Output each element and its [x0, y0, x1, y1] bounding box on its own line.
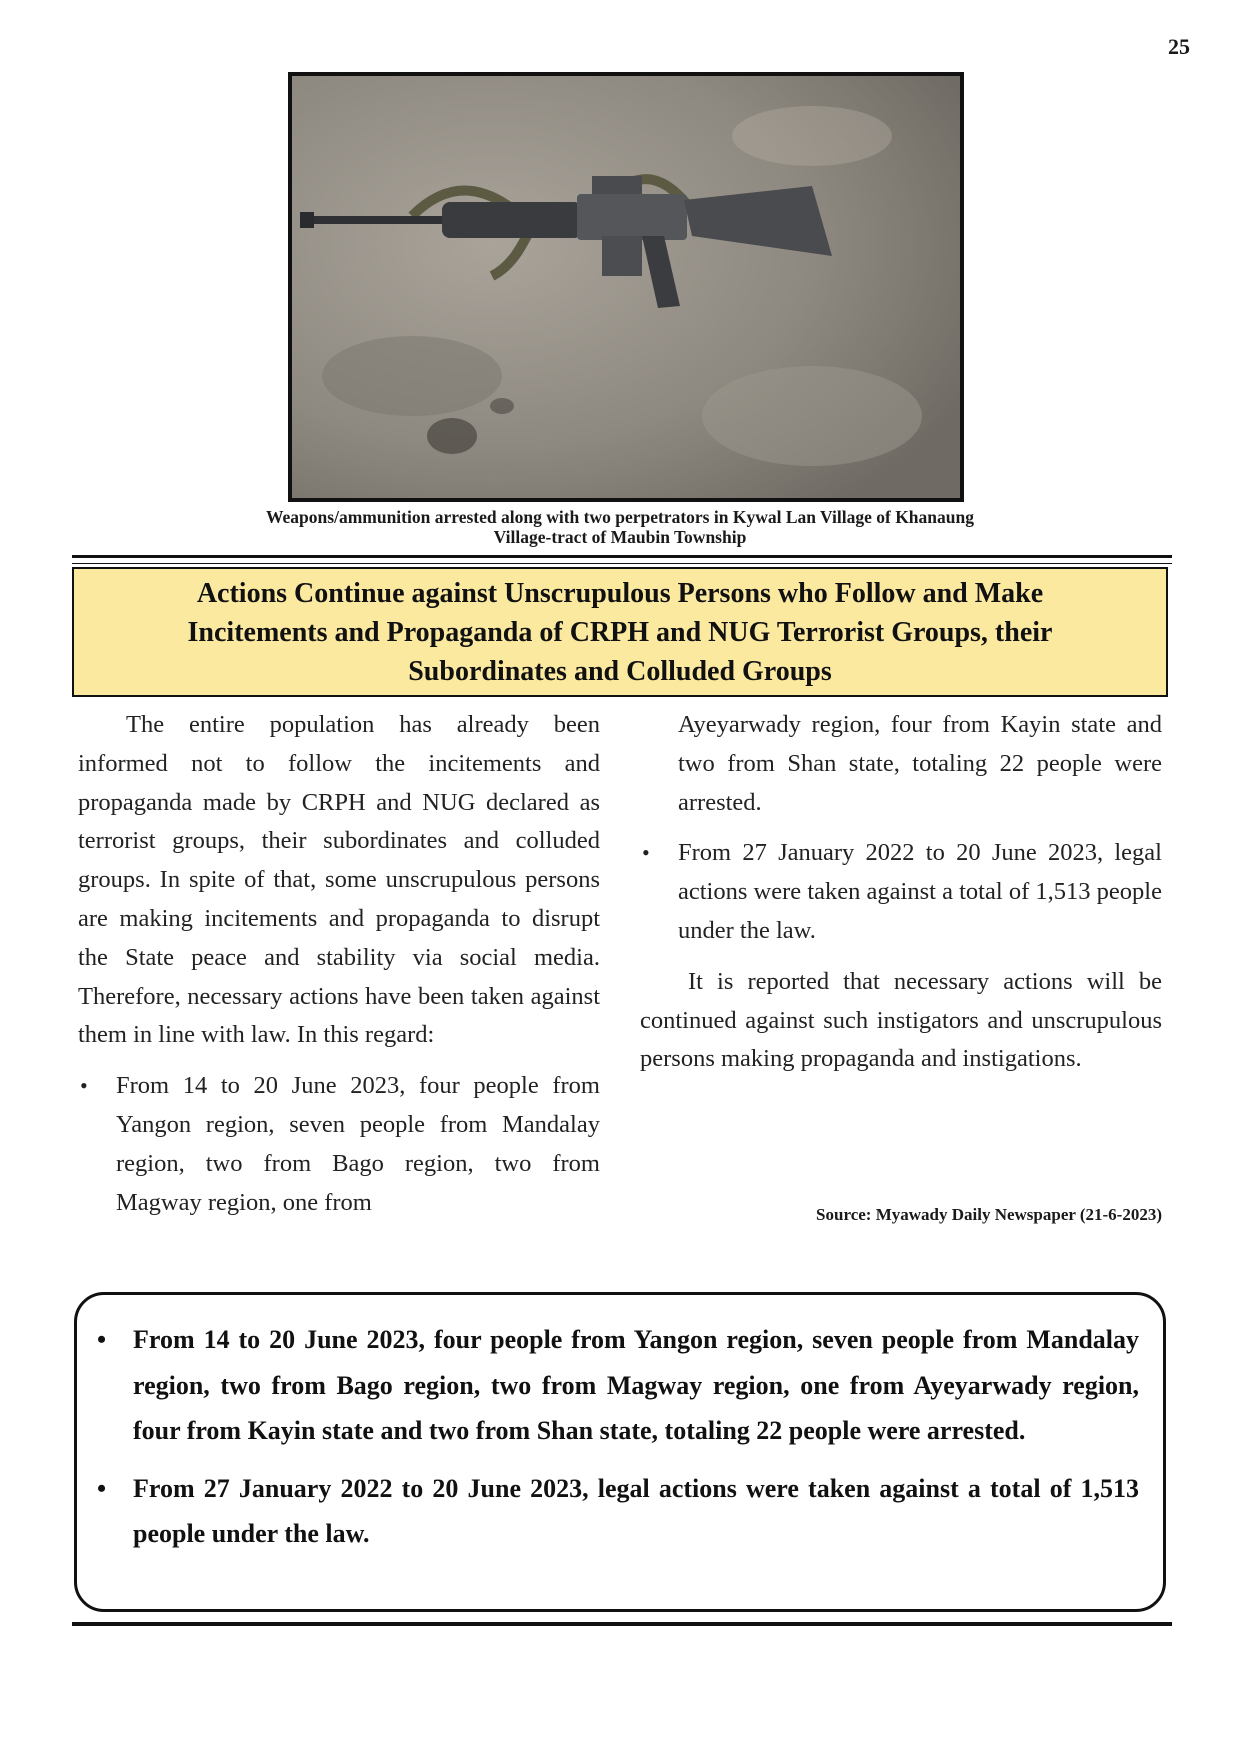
bullet-dot-icon: • [97, 1325, 107, 1354]
article-closing: It is reported that necessary actions will be continued against such instigators and unscrupulous persons making propaganda and instigations. [640, 967, 1162, 1073]
article-bullet-1-continued [640, 706, 1162, 822]
article-bullet-1 [78, 1067, 600, 1222]
article-bullet-2 [640, 834, 1162, 950]
caption-line-2: Village-tract of Maubin Township [493, 527, 747, 547]
rifle-photo [288, 72, 964, 502]
headline-box [72, 567, 1168, 697]
article-intro: The entire population has already been informed not to follow the incitements and propaganda made by CRPH and NUG declared as terrorist groups, their subordinates and colluded groups. In spite of that, some unscrupulous persons are making incitements and propaganda to disrupt the State peace and stability via social media. Therefore, necessary actions have been taken against them in line with law. In this regard: [78, 711, 600, 1049]
bottom-rule [72, 1622, 1172, 1626]
summary-item-2-text: From 27 January 2022 to 20 June 2023, legal actions were taken against a total of 1,513 people under the law. [133, 1473, 1139, 1548]
headline-line-3: Subordinates and Colluded Groups [408, 655, 832, 687]
article-bullet-1-continued-text: Ayeyarwady region, four from Kayin state and two from Shan state, totaling 22 people were arrested. [678, 711, 1162, 816]
headline [120, 574, 1120, 691]
section-divider [72, 555, 1172, 564]
article-column-left [78, 706, 600, 1230]
bullet-dot-icon: • [80, 1073, 88, 1099]
summary-item-1 [97, 1317, 1139, 1454]
bullet-dot-icon: • [642, 840, 650, 866]
summary-item-2 [97, 1466, 1139, 1557]
summary-box [74, 1292, 1166, 1612]
article-bullet-1-text: From 14 to 20 June 2023, four people from Yangon region, seven people from Mandalay region, two from Bago region, two from Magway region, one from [116, 1072, 600, 1216]
rifle-photo-image [292, 76, 960, 498]
summary-item-1-text: From 14 to 20 June 2023, four people from Yangon region, seven people from Mandalay region, two from Bago region, two from Magway region, one from Ayeyarwady region, four from Kayin state and two from Shan state, totaling 22 people were arrested. [133, 1325, 1139, 1445]
photo-caption [150, 507, 1090, 547]
article-bullet-2-text: From 27 January 2022 to 20 June 2023, legal actions were taken against a total of 1,513 people under the law. [678, 839, 1162, 944]
caption-line-1: Weapons/ammunition arrested along with two perpetrators in Kywal Lan Village of Khanaung [266, 507, 974, 527]
article-source: Source: Myawady Daily Newspaper (21-6-2023) [816, 1205, 1162, 1224]
article-column-right [640, 706, 1162, 1079]
bullet-dot-icon: • [97, 1473, 107, 1503]
headline-line-1: Actions Continue against Unscrupulous Persons who Follow and Make [196, 577, 1044, 609]
headline-line-2: Incitements and Propaganda of CRPH and NUG Terrorist Groups, their [187, 616, 1053, 648]
page-number: 25 [1168, 34, 1190, 59]
